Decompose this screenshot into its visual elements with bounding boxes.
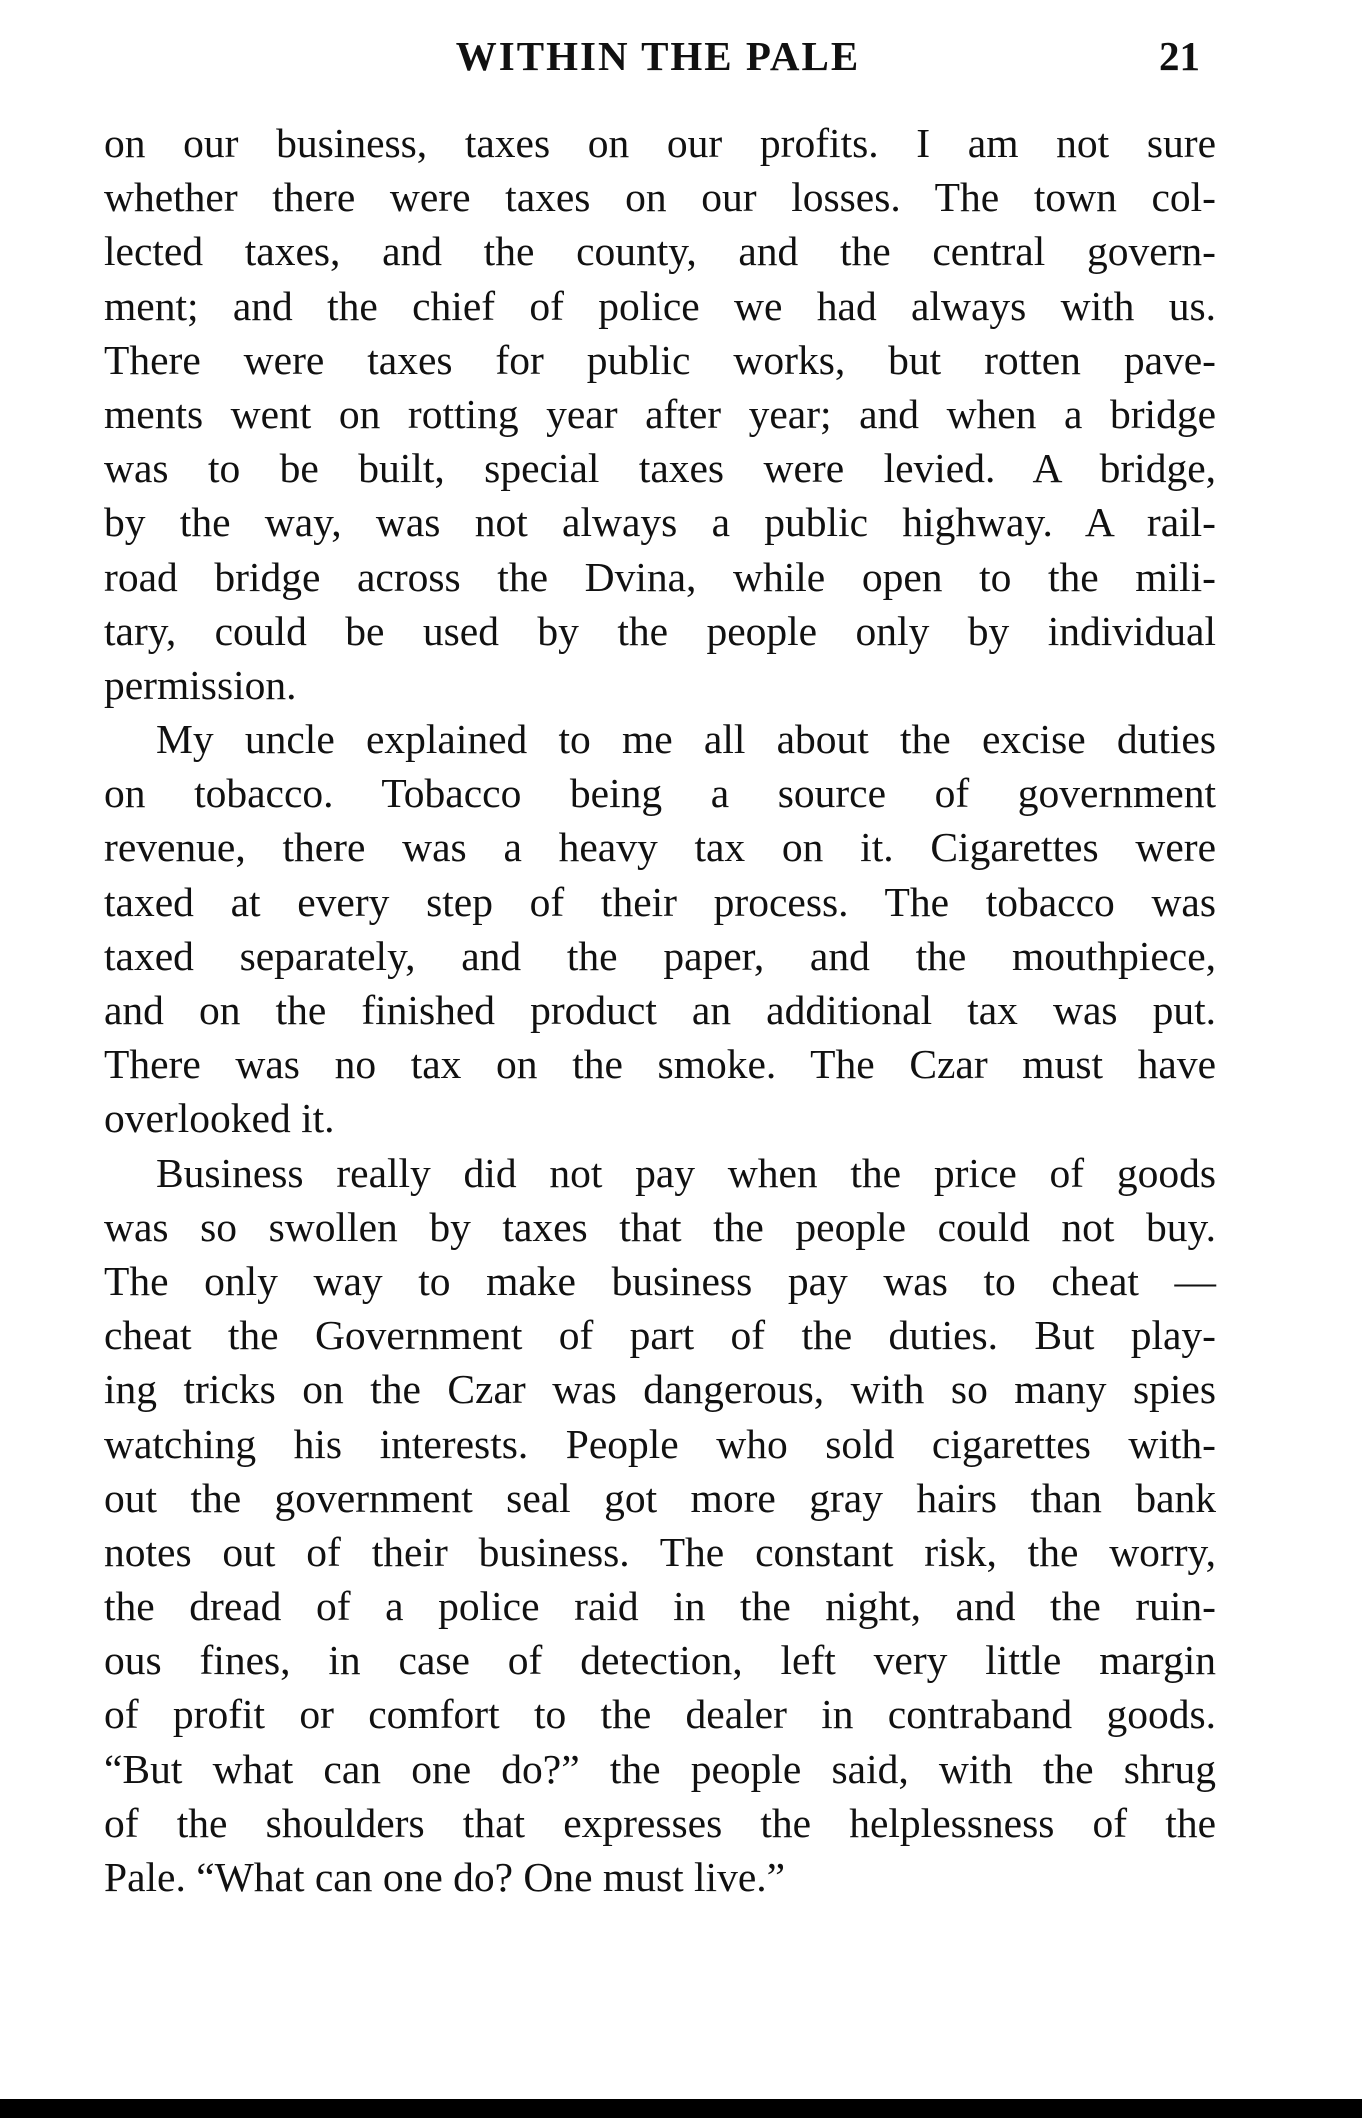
- text-line: “But what can one do?” the people said, with the shrug: [104, 1745, 1216, 1792]
- text-line: whether there were taxes on our losses. The town col-: [104, 174, 1216, 221]
- text-line: Pale. “What can one do? One must live.”: [104, 1854, 786, 1900]
- text-line: the dread of a police raid in the night, and the ruin-: [104, 1583, 1216, 1630]
- text-line: permission.: [104, 661, 297, 708]
- page-number: 21: [1159, 33, 1200, 79]
- text-line: The only way to make business pay was to cheat —: [104, 1257, 1216, 1304]
- text-line: ment; and the chief of police we had always with us.: [104, 282, 1216, 329]
- paragraph-1: [104, 116, 1216, 712]
- text-line: taxed at every step of their process. The tobacco was: [104, 878, 1216, 925]
- text-line: cheat the Government of part of the duties. But play-: [104, 1312, 1216, 1359]
- body-text: [104, 116, 1216, 1904]
- text-line: tary, could be used by the people only by individual: [104, 607, 1216, 654]
- text-line: Business really did not pay when the price of goods: [156, 1149, 1216, 1196]
- text-line: There was no tax on the smoke. The Czar must have: [104, 1041, 1216, 1088]
- text-line: ous fines, in case of detection, left very little margin: [104, 1637, 1216, 1684]
- paragraph-3: [104, 1146, 1216, 1905]
- text-line: out the government seal got more gray hairs than bank: [104, 1474, 1216, 1521]
- text-line: overlooked it.: [104, 1095, 335, 1142]
- text-line: taxed separately, and the paper, and the mouthpiece,: [104, 932, 1216, 979]
- text-line: by the way, was not always a public highway. A rail-: [104, 499, 1216, 546]
- running-title: WITHIN THE PALE: [455, 33, 861, 79]
- text-line: was so swollen by taxes that the people could not buy.: [104, 1203, 1216, 1250]
- text-line: was to be built, special taxes were levied. A bridge,: [104, 445, 1216, 492]
- text-line: My uncle explained to me all about the excise duties: [156, 716, 1216, 763]
- text-line: There were taxes for public works, but rotten pave-: [104, 336, 1216, 383]
- text-line: ments went on rotting year after year; and when a bridge: [104, 390, 1216, 437]
- text-line: road bridge across the Dvina, while open to the mili-: [104, 553, 1216, 600]
- text-line: of profit or comfort to the dealer in contraband goods.: [104, 1691, 1216, 1738]
- text-line: notes out of their business. The constant risk, the worry,: [104, 1528, 1216, 1575]
- text-line: ing tricks on the Czar was dangerous, with so many spies: [104, 1366, 1216, 1413]
- text-line: lected taxes, and the county, and the central govern-: [104, 228, 1216, 275]
- text-line: watching his interests. People who sold cigarettes with-: [104, 1420, 1216, 1467]
- text-line: on our business, taxes on our profits. I am not sure: [104, 120, 1216, 166]
- text-line: on tobacco. Tobacco being a source of government: [104, 770, 1216, 817]
- text-line: of the shoulders that expresses the helplessness of the: [104, 1799, 1216, 1846]
- paragraph-2: [104, 712, 1216, 1146]
- text-line: revenue, there was a heavy tax on it. Cigarettes were: [104, 824, 1216, 871]
- bottom-edge-rule: [0, 2099, 1362, 2118]
- running-head: [104, 30, 1212, 82]
- text-line: and on the finished product an additional tax was put.: [104, 987, 1216, 1033]
